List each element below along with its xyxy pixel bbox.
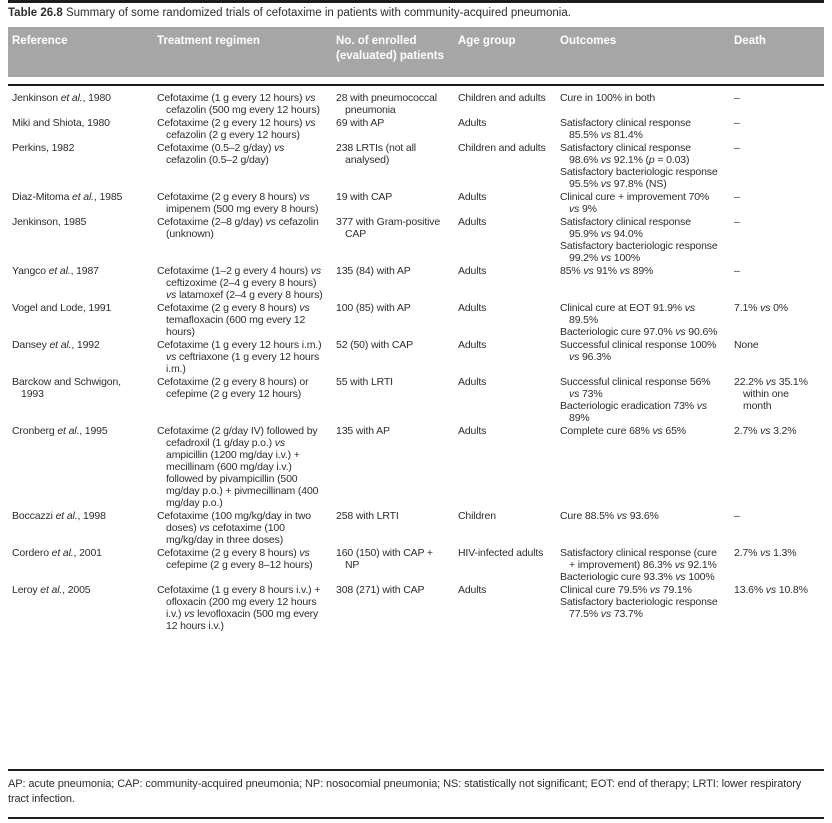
table-number-label: Table 26.8 bbox=[8, 7, 63, 19]
cell-death: – bbox=[734, 191, 740, 203]
cell-age-group: Adults bbox=[458, 584, 487, 596]
column-header-1: Treatment regimen bbox=[157, 35, 260, 47]
cell-outcomes: Complete cure 68% vs 65% bbox=[560, 425, 686, 437]
table-row bbox=[8, 584, 824, 632]
cell-outcomes: Cure 88.5% vs 93.6% bbox=[560, 510, 659, 522]
cell-age-group: Adults bbox=[458, 302, 487, 314]
cell-enrolled-patients: 258 with LRTI bbox=[336, 510, 399, 522]
cell-treatment-regimen: Cefotaxime (2 g every 8 hours) or cefepime (2 g every 12 hours) bbox=[157, 376, 309, 400]
bottom-rule bbox=[8, 817, 824, 819]
cell-death: – bbox=[734, 216, 740, 228]
cell-reference: Miki and Shiota, 1980 bbox=[12, 117, 110, 129]
cell-death: 2.7% vs 1.3% bbox=[734, 547, 797, 559]
table-header-row bbox=[8, 27, 824, 77]
cell-outcomes: Clinical cure + improvement 70% vs 9% bbox=[560, 191, 710, 215]
table-title bbox=[8, 6, 824, 20]
cell-enrolled-patients: 377 with Gram-positive CAP bbox=[336, 216, 441, 240]
cell-outcomes: Satisfactory clinical response 95.9% vs 94.0% Satisfactory bacteriologic response 99.2% vs 100% bbox=[560, 216, 718, 264]
cell-enrolled-patients: 28 with pneumococcal pneumonia bbox=[336, 92, 437, 116]
cell-death: – bbox=[734, 117, 740, 129]
cell-age-group: Adults bbox=[458, 265, 487, 277]
cell-death: 13.6% vs 10.8% bbox=[734, 584, 808, 596]
table-row bbox=[8, 142, 824, 190]
cell-death: None bbox=[734, 339, 759, 351]
cell-death: 7.1% vs 0% bbox=[734, 302, 788, 314]
column-header-4: Outcomes bbox=[560, 35, 617, 47]
cell-death: – bbox=[734, 92, 740, 104]
column-header-2: No. of enrolled (evaluated) patients bbox=[336, 35, 444, 62]
cell-treatment-regimen: Cefotaxime (2 g every 8 hours) vs cefepime (2 g every 8–12 hours) bbox=[157, 547, 313, 571]
cell-reference: Cordero et al., 2001 bbox=[12, 547, 102, 559]
cell-treatment-regimen: Cefotaxime (2 g every 8 hours) vs imipenem (500 mg every 8 hours) bbox=[157, 191, 319, 215]
cell-age-group: Adults bbox=[458, 339, 487, 351]
cell-age-group: Adults bbox=[458, 425, 487, 437]
footnote: AP: acute pneumonia; CAP: community-acquired pneumonia; NP: nosocomial pneumonia; NS: statistically not significant; EOT: end of therapy; LRTI: lower respiratory tract infection. bbox=[8, 778, 802, 805]
cell-outcomes: Satisfactory clinical response (cure + improvement) 86.3% vs 92.1% Bacteriologic cure 93.3% vs 100% bbox=[560, 547, 717, 583]
header-bottom-rule bbox=[8, 84, 824, 86]
column-header-0: Reference bbox=[12, 35, 68, 47]
cell-outcomes: Satisfactory clinical response 98.6% vs 92.1% (p = 0.03) Satisfactory bacteriologic response 95.5% vs 97.8% (NS) bbox=[560, 142, 718, 190]
cell-treatment-regimen: Cefotaxime (2 g/day IV) followed by cefadroxil (1 g/day p.o.) vs ampicillin (1200 mg/day i.v.) + mecillinam (600 mg/day i.v.) followed by pivampicillin (500 mg/day p.o.) + pivmecillinam (400 mg/day p.o.) bbox=[157, 425, 319, 509]
table-row bbox=[8, 339, 824, 375]
cell-age-group: Children bbox=[458, 510, 496, 522]
cell-enrolled-patients: 19 with CAP bbox=[336, 191, 393, 203]
cell-enrolled-patients: 52 (50) with CAP bbox=[336, 339, 413, 351]
cell-treatment-regimen: Cefotaxime (0.5–2 g/day) vs cefazolin (0.5–2 g/day) bbox=[157, 142, 285, 166]
cell-outcomes: 85% vs 91% vs 89% bbox=[560, 265, 654, 277]
cell-outcomes: Cure in 100% in both bbox=[560, 92, 656, 104]
cell-age-group: Children and adults bbox=[458, 92, 546, 104]
cell-age-group: Adults bbox=[458, 376, 487, 388]
cell-outcomes: Clinical cure 79.5% vs 79.1% Satisfactory bacteriologic response 77.5% vs 73.7% bbox=[560, 584, 718, 620]
cell-death: 22.2% vs 35.1% within one month bbox=[734, 376, 808, 412]
cell-death: – bbox=[734, 265, 740, 277]
cell-death: – bbox=[734, 142, 740, 154]
cell-treatment-regimen: Cefotaxime (2 g every 8 hours) vs temafloxacin (600 mg every 12 hours) bbox=[157, 302, 310, 338]
cell-treatment-regimen: Cefotaxime (2 g every 12 hours) vs cefazolin (2 g every 12 hours) bbox=[157, 117, 316, 141]
cell-age-group: Adults bbox=[458, 191, 487, 203]
footnote-top-rule bbox=[8, 769, 824, 771]
cell-reference: Cronberg et al., 1995 bbox=[12, 425, 108, 437]
cell-enrolled-patients: 238 LRTIs (not all analysed) bbox=[336, 142, 416, 166]
cell-enrolled-patients: 100 (85) with AP bbox=[336, 302, 411, 314]
cell-age-group: Children and adults bbox=[458, 142, 546, 154]
table-row bbox=[8, 510, 824, 546]
table-body bbox=[8, 92, 824, 633]
cell-enrolled-patients: 55 with LRTI bbox=[336, 376, 393, 388]
table-row bbox=[8, 425, 824, 509]
cell-outcomes: Successful clinical response 56% vs 73% Bacteriologic eradication 73% vs 89% bbox=[560, 376, 711, 424]
cell-enrolled-patients: 308 (271) with CAP bbox=[336, 584, 425, 596]
column-header-5: Death bbox=[734, 35, 766, 47]
cell-outcomes: Successful clinical response 100% vs 96.3% bbox=[560, 339, 717, 363]
cell-treatment-regimen: Cefotaxime (1 g every 12 hours) vs cefazolin (500 mg every 12 hours) bbox=[157, 92, 320, 116]
cell-treatment-regimen: Cefotaxime (1 g every 8 hours i.v.) + ofloxacin (200 mg every 12 hours i.v.) vs levofloxacin (500 mg every 12 hours i.v.) bbox=[157, 584, 321, 632]
table-row bbox=[8, 265, 824, 301]
cell-treatment-regimen: Cefotaxime (1–2 g every 4 hours) vs ceftizoxime (2–4 g every 8 hours) vs latamoxef (2–4 g every 8 hours) bbox=[157, 265, 323, 301]
top-rule bbox=[8, 0, 824, 3]
cell-death: – bbox=[734, 510, 740, 522]
cell-reference: Perkins, 1982 bbox=[12, 142, 75, 154]
cell-reference: Boccazzi et al., 1998 bbox=[12, 510, 106, 522]
cell-reference: Jenkinson et al., 1980 bbox=[12, 92, 111, 104]
table-row bbox=[8, 92, 824, 116]
table-row bbox=[8, 376, 824, 424]
cell-treatment-regimen: Cefotaxime (1 g every 12 hours i.m.) vs ceftriaxone (1 g every 12 hours i.m.) bbox=[157, 339, 322, 375]
cell-death: 2.7% vs 3.2% bbox=[734, 425, 797, 437]
cell-enrolled-patients: 69 with AP bbox=[336, 117, 385, 129]
cell-outcomes: Satisfactory clinical response 85.5% vs 81.4% bbox=[560, 117, 691, 141]
table-row bbox=[8, 216, 824, 264]
cell-treatment-regimen: Cefotaxime (2–8 g/day) vs cefazolin (unknown) bbox=[157, 216, 319, 240]
cell-reference: Dansey et al., 1992 bbox=[12, 339, 100, 351]
column-header-3: Age group bbox=[458, 35, 516, 47]
table-row bbox=[8, 191, 824, 215]
cell-age-group: Adults bbox=[458, 117, 487, 129]
cell-age-group: Adults bbox=[458, 216, 487, 228]
cell-reference: Jenkinson, 1985 bbox=[12, 216, 87, 228]
cell-outcomes: Clinical cure at EOT 91.9% vs 89.5% Bacteriologic cure 97.0% vs 90.6% bbox=[560, 302, 718, 338]
cell-age-group: HIV-infected adults bbox=[458, 547, 544, 559]
cell-enrolled-patients: 160 (150) with CAP + NP bbox=[336, 547, 433, 571]
cell-reference: Leroy et al., 2005 bbox=[12, 584, 91, 596]
table-row bbox=[8, 547, 824, 583]
cell-reference: Diaz-Mitoma et al., 1985 bbox=[12, 191, 123, 203]
cell-treatment-regimen: Cefotaxime (100 mg/kg/day in two doses) vs cefotaxime (100 mg/kg/day in three doses) bbox=[157, 510, 311, 546]
cell-reference: Vogel and Lode, 1991 bbox=[12, 302, 112, 314]
table-caption: Summary of some randomized trials of cefotaxime in patients with community-acquired pneumonia. bbox=[65, 7, 571, 19]
table-row bbox=[8, 302, 824, 338]
cell-enrolled-patients: 135 (84) with AP bbox=[336, 265, 411, 277]
table-row bbox=[8, 117, 824, 141]
cell-reference: Barckow and Schwigon, 1993 bbox=[12, 376, 121, 400]
cell-enrolled-patients: 135 with AP bbox=[336, 425, 390, 437]
cell-reference: Yangco et al., 1987 bbox=[12, 265, 99, 277]
